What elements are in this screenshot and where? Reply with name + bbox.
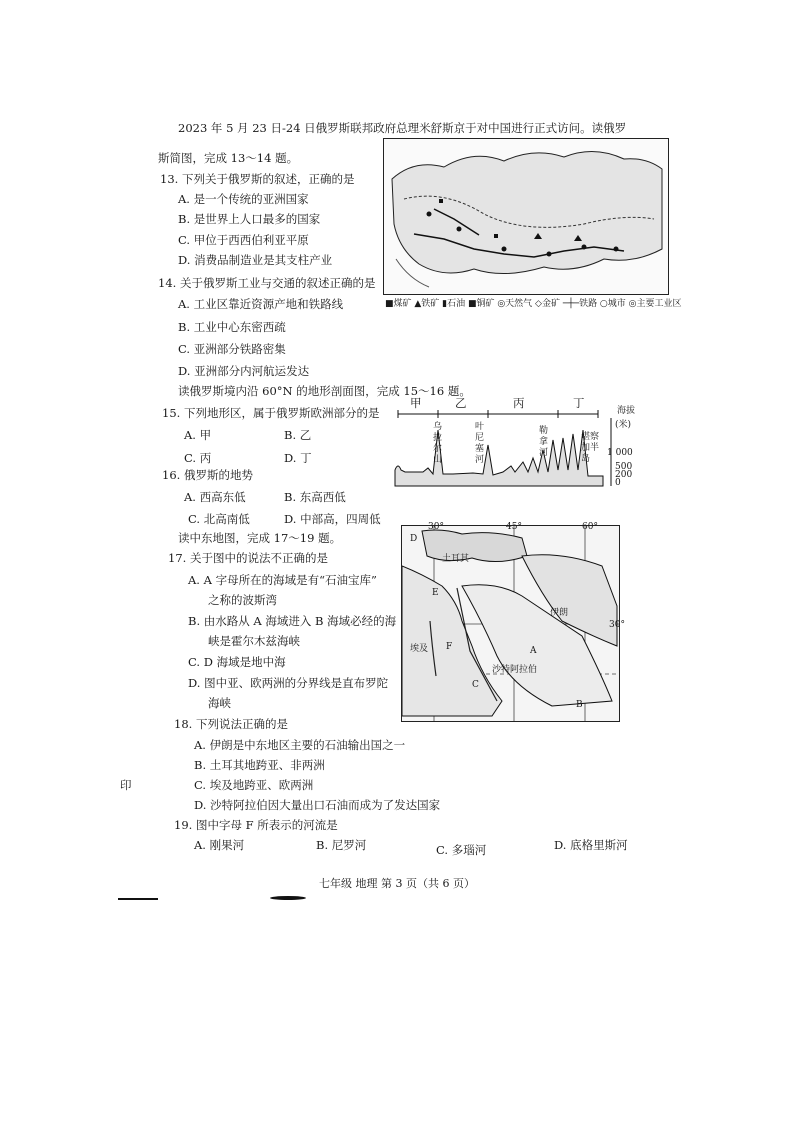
q15-option-c: C. 丙	[184, 451, 212, 465]
profile-label-yenisei: 叶尼塞河	[475, 422, 485, 465]
profile-label-lena: 勒拿河	[539, 426, 549, 458]
q19-option-c: C. 多瑙河	[436, 843, 487, 857]
q14-option-b: B. 工业中心东密西疏	[178, 320, 286, 334]
country-turkey: 土耳其	[442, 554, 470, 564]
intro-2: 读俄罗斯境内沿 60°N 的地形剖面图，完成 15～16 题。	[178, 384, 471, 398]
profile-tick-200: 200	[615, 470, 633, 480]
q17-option-b-line1: B. 由水路从 A 海域进入 B 海域必经的海	[188, 614, 397, 628]
q13-stem: 13. 下列关于俄罗斯的叙述，正确的是	[160, 172, 355, 186]
q13-option-b: B. 是世界上人口最多的国家	[178, 212, 321, 226]
profile-tick-1000: 1 000	[607, 448, 633, 458]
country-iran: 伊朗	[550, 608, 569, 618]
profile-region-3: 丙	[513, 396, 525, 410]
q19-option-a: A. 刚果河	[194, 838, 245, 852]
intro-line-1: 2023 年 5 月 23 日-24 日俄罗斯联邦政府总理米舒斯京于对中国进行正式访问。读俄罗	[178, 121, 627, 135]
q15-option-b: B. 乙	[284, 428, 312, 442]
q14-option-d: D. 亚洲部分内河航运发达	[178, 364, 310, 378]
mideast-map-drawing	[402, 526, 619, 721]
q16-option-a: A. 西高东低	[184, 490, 246, 504]
page-footer: 七年级 地理 第 3 页（共 6 页）	[319, 877, 475, 890]
terrain-profile	[393, 396, 643, 490]
margin-mark: 印	[120, 778, 132, 792]
profile-label-ural: 乌拉尔山	[433, 422, 443, 465]
q17-stem: 17. 关于图中的说法不正确的是	[168, 551, 328, 565]
q15-option-d: D. 丁	[284, 451, 312, 465]
russia-map-drawing	[384, 139, 668, 294]
russia-map-legend: ■煤矿 ▲铁矿 ▮石油 ■铜矿 ◎天然气 ◇金矿 ─┼─铁路 ○城市 ◎主要工业区	[385, 299, 682, 309]
mideast-map	[401, 522, 625, 722]
q17-option-b-line2: 峡是霍尔木兹海峡	[208, 634, 300, 648]
q18-stem: 18. 下列说法正确的是	[174, 717, 288, 731]
q17-option-a-line1: A. A 字母所在的海域是有“石油宝库”	[188, 573, 377, 587]
q17-option-a-line2: 之称的波斯湾	[208, 593, 277, 607]
profile-tick-0: 0	[615, 478, 621, 488]
map-letter-d: D	[410, 534, 418, 544]
q19-stem: 19. 图中字母 F 所表示的河流是	[174, 818, 338, 832]
mideast-lon-30: 30°	[428, 522, 444, 532]
russia-map	[383, 138, 669, 295]
q14-option-a: A. 工业区靠近资源产地和铁路线	[178, 297, 344, 311]
map-letter-b: B	[576, 700, 583, 710]
profile-tick-500: 500	[615, 462, 633, 472]
profile-region-2: 乙	[455, 396, 467, 410]
scan-smudge-center	[270, 896, 306, 900]
intro-line-2: 斯简图，完成 13～14 题。	[158, 151, 299, 165]
q14-stem: 14. 关于俄罗斯工业与交通的叙述正确的是	[158, 276, 376, 290]
q13-option-a: A. 是一个传统的亚洲国家	[178, 192, 309, 206]
q16-option-d: D. 中部高，四周低	[284, 512, 381, 526]
map-letter-f: F	[446, 642, 453, 652]
q19-option-b: B. 尼罗河	[316, 838, 367, 852]
q13-option-c: C. 甲位于西西伯利亚平原	[178, 233, 309, 247]
q18-option-c: C. 埃及地跨亚、欧两洲	[194, 778, 314, 792]
terrain-profile-drawing	[393, 400, 643, 490]
mideast-lat-30: 30°	[609, 620, 625, 630]
q18-option-d: D. 沙特阿拉伯因大量出口石油而成为了发达国家	[194, 798, 441, 812]
map-letter-c: C	[472, 680, 479, 690]
map-letter-a: A	[530, 646, 537, 656]
q16-option-b: B. 东高西低	[284, 490, 346, 504]
q13-option-d: D. 消费品制造业是其支柱产业	[178, 253, 333, 267]
profile-axis-title: 海拔	[617, 406, 636, 416]
q16-option-c: C. 北高南低	[188, 512, 250, 526]
map-letter-e: E	[432, 588, 439, 598]
mideast-lon-45: 45°	[506, 522, 522, 532]
profile-region-4: 丁	[573, 396, 585, 410]
q15-stem: 15. 下列地形区，属于俄罗斯欧洲部分的是	[162, 406, 380, 420]
q18-option-a: A. 伊朗是中东地区主要的石油输出国之一	[194, 738, 406, 752]
profile-region-1: 甲	[410, 396, 422, 410]
q16-stem: 16. 俄罗斯的地势	[162, 468, 253, 482]
q17-option-c: C. D 海域是地中海	[188, 655, 286, 669]
q19-option-d: D. 底格里斯河	[554, 838, 628, 852]
profile-axis-unit: (米)	[615, 420, 632, 430]
scan-smudge-left	[118, 898, 158, 900]
profile-label-kamchatka: 堪察加半岛	[581, 432, 600, 464]
q18-option-b: B. 土耳其地跨亚、非两洲	[194, 758, 325, 772]
q17-option-d-line1: D. 图中亚、欧两洲的分界线是直布罗陀	[188, 676, 389, 690]
q14-option-c: C. 亚洲部分铁路密集	[178, 342, 286, 356]
q17-option-d-line2: 海峡	[208, 696, 231, 710]
country-saudi: 沙特阿拉伯	[492, 665, 538, 675]
q15-option-a: A. 甲	[184, 428, 212, 442]
country-egypt: 埃及	[410, 644, 429, 654]
mideast-lon-60: 60°	[582, 522, 598, 532]
intro-3: 读中东地图，完成 17～19 题。	[178, 531, 342, 545]
